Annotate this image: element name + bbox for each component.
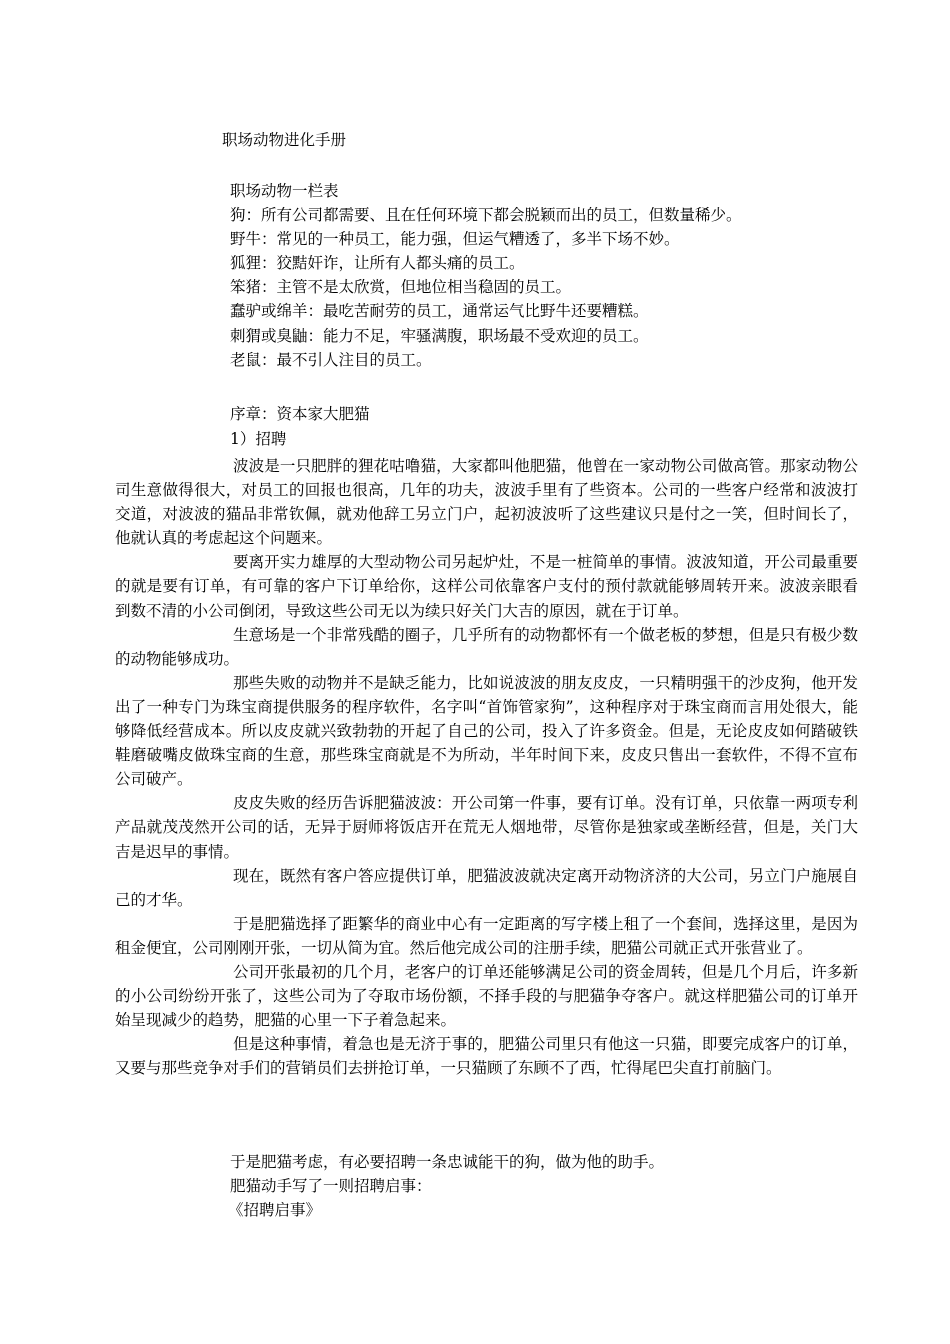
list-item: 野牛：常见的一种员工，能力强，但运气糟透了，多半下场不妙。	[230, 230, 680, 249]
body-text	[115, 454, 858, 1080]
list-item: 狗：所有公司都需要、且在任何环境下都会脱颖而出的员工，但数量稀少。	[230, 206, 742, 225]
list-item: 老鼠：最不引人注目的员工。	[230, 350, 432, 369]
paragraph: 于是肥猫选择了距繁华的商业中心有一定距离的写字楼上租了一个套间，选择这里，是因为租金便宜，公司刚刚开张，一切从简为宜。然后他完成公司的注册手续，肥猫公司就正式开张营业了。	[115, 914, 858, 957]
paragraph: 那些失败的动物并不是缺乏能力，比如说波波的朋友皮皮，一只精明强干的沙皮狗，他开发出了一种专门为珠宝商提供服务的程序软件，名字叫“首饰管家狗”，这种程序对于珠宝商而言用处很大，能够降低经营成本。所以皮皮就兴致勃勃的开起了自己的公司，投入了许多资金。但是，无论皮皮如何踏破铁鞋磨破嘴皮做珠宝商的生意，那些珠宝商就是不为所动，半年时间下来，皮皮只售出一套软件，不得不宣布公司破产。	[115, 673, 858, 789]
list-item: 笨猪：主管不是太欣赏，但地位相当稳固的员工。	[230, 278, 572, 297]
paragraph: 生意场是一个非常残酷的圈子，几乎所有的动物都怀有一个做老板的梦想，但是只有极少数的动物能够成功。	[115, 625, 858, 668]
paragraph: 波波是一只肥胖的狸花咕噜猫，大家都叫他肥猫，他曾在一家动物公司做高管。那家动物公司生意做得很大，对员工的回报也很高，几年的功夫，波波手里有了些资本。公司的一些客户经常和波波打交道，对波波的猫品非常钦佩，就劝他辞工另立门户，起初波波听了这些建议只是付之一笑，但时间长了，他就认真的考虑起这个问题来。	[115, 457, 858, 548]
paragraph: 皮皮失败的经历告诉肥猫波波：开公司第一件事，要有订单。没有订单，只依靠一两项专利产品就茂茂然开公司的话，无异于厨师将饭店开在荒无人烟地带，尽管你是独家或垄断经营，但是，关门大吉是迟早的事情。	[115, 794, 858, 861]
subsection-heading: 1）招聘	[230, 430, 287, 448]
closing-line: 肥猫动手写了一则招聘启事：	[230, 1177, 432, 1196]
paragraph: 要离开实力雄厚的大型动物公司另起炉灶，不是一桩简单的事情。波波知道，开公司最重要的就是要有订单，有可靠的客户下订单给你，这样公司依靠客户支付的预付款就能够周转开来。波波亲眼看到数不清的小公司倒闭，导致这些公司无以为续只好关门大吉的原因，就在于订单。	[115, 553, 858, 620]
list-item: 狐狸：狡黠奸诈，让所有人都头痛的员工。	[230, 254, 525, 273]
paragraph: 公司开张最初的几个月，老客户的订单还能够满足公司的资金周转，但是几个月后，许多新的小公司纷纷开张了，这些公司为了夺取市场份额，不择手段的与肥猫争夺客户。就这样肥猫公司的订单开始呈现减少的趋势，肥猫的心里一下子着急起来。	[115, 962, 858, 1030]
paragraph: 但是这种事情，着急也是无济于事的，肥猫公司里只有他这一只猫，即要完成客户的订单，又要与那些竞争对手们的营销员们去拼抢订单，一只猫顾了东顾不了西，忙得尾巴尖直打前脑门。	[115, 1035, 858, 1078]
paragraph: 现在，既然有客户答应提供订单，肥猫波波就决定离开动物济济的大公司，另立门户施展自己的才华。	[115, 866, 858, 909]
closing-line: 于是肥猫考虑，有必要招聘一条忠诚能干的狗，做为他的助手。	[230, 1153, 665, 1171]
document-title: 职场动物进化手册	[222, 131, 347, 149]
animal-list-heading: 职场动物一栏表	[230, 182, 339, 200]
closing-lines	[230, 1150, 664, 1222]
list-item: 蠢驴或绵羊：最吃苦耐劳的员工，通常运气比野牛还要糟糕。	[230, 302, 649, 321]
notice-title: 《招聘启事》	[228, 1201, 322, 1220]
animal-list	[230, 179, 742, 372]
list-item: 刺猬或臭鼬：能力不足，牢骚满腹，职场最不受欢迎的员工。	[230, 326, 649, 345]
preface-heading: 序章：资本家大肥猫	[230, 405, 370, 423]
